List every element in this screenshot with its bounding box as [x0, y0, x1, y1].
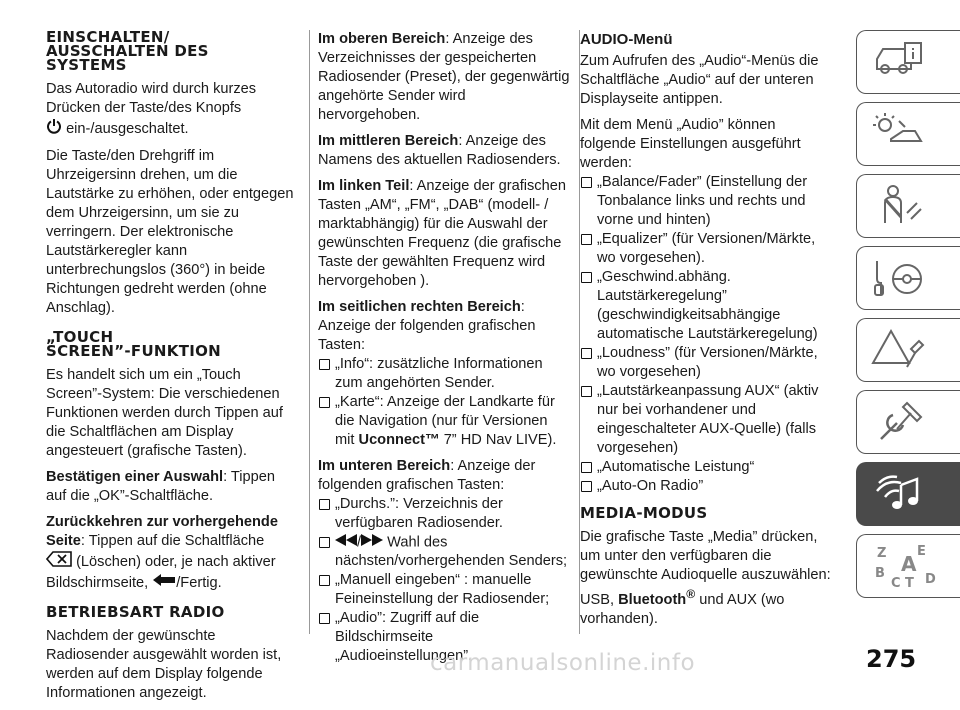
- car-info-icon: [871, 39, 927, 83]
- paragraph: Nachdem der gewünschte Radiosender ausgewählt worden ist, werden auf dem Display folgende Informationen angezeigt.: [46, 628, 282, 701]
- heading-audio-menu: AUDIO-Menü: [580, 31, 673, 48]
- list-item: „Automatische Leistung“: [580, 458, 832, 477]
- next-icon: [361, 533, 383, 552]
- list-item: „Loudness” (für Versionen/Märkte, wo vorgesehen): [580, 344, 832, 382]
- backspace-icon: [46, 551, 72, 573]
- column-divider: [309, 30, 310, 634]
- paragraph: Die grafische Taste „Media” drücken, um unter den verfügbaren die gewünschte Audioquelle auszuwählen: USB, Bluetooth® und AUX (wo vorhanden).: [580, 529, 831, 627]
- lights-icon: [871, 111, 927, 155]
- bullet-icon: [581, 177, 592, 188]
- heading-system-on-off: EINSCHALTEN/ AUSSCHALTEN DES SYSTEMS: [46, 28, 209, 74]
- bullet-icon: [319, 397, 330, 408]
- bullet-icon: [319, 359, 330, 370]
- paragraph: Im oberen Bereich: Anzeige des Verzeichnisses der gespeicherten Radiosender (Preset), der gegenwärtig angehörte Sender wird hervorgehoben.: [318, 31, 570, 123]
- bullet-icon: [319, 575, 330, 586]
- paragraph: Im mittleren Bereich: Anzeige des Namens des aktuellen Radiosenders.: [318, 133, 561, 168]
- bullet-icon: [581, 462, 592, 473]
- list-item: „Manuell eingeben“ : manuelle Feineinstellung der Radiosender;: [318, 571, 570, 609]
- index-letter: T: [905, 576, 914, 589]
- list-item: „Balance/Fader” (Einstellung der Tonbalance links und rechts und vorne und hinten): [580, 173, 832, 230]
- list-item: „Geschwind.abhäng. Lautstärkeregelung” (geschwindigkeitsabhängige automatische Lautstärkeregelung): [580, 268, 832, 344]
- bullet-icon: [581, 272, 592, 283]
- tab-maintenance[interactable]: [856, 390, 960, 454]
- tab-warning[interactable]: [856, 318, 960, 382]
- bullet-icon: [581, 234, 592, 245]
- list-item: „Equalizer” (für Versionen/Märkte, wo vorgesehen).: [580, 230, 832, 268]
- column-1: [46, 30, 298, 710]
- heading-radio-mode: BETRIEBSART RADIO: [46, 603, 225, 621]
- tab-multimedia[interactable]: [856, 462, 960, 526]
- paragraph: Mit dem Menü „Audio” können folgende Einstellungen ausgeführt werden:: [580, 117, 801, 171]
- paragraph: Bestätigen einer Auswahl: Tippen auf die „OK”-Schaltfläche.: [46, 469, 276, 504]
- previous-icon: [335, 533, 357, 552]
- wrench-wheel-icon: [871, 255, 927, 299]
- heading-media-mode: MEDIA-MODUS: [580, 504, 708, 522]
- list-item: „Auto-On Radio”: [580, 477, 832, 496]
- bullet-icon: [319, 613, 330, 624]
- index-letter: C: [891, 576, 901, 589]
- list-item: „Lautstärkeanpassung AUX“ (aktiv nur bei vorhandener und eingeschalteter AUX-Quelle) (falls vorgesehen): [580, 382, 832, 458]
- index-letter: D: [925, 572, 936, 587]
- tab-index[interactable]: [856, 534, 960, 598]
- watermark: carmanualsonline.info: [430, 650, 696, 676]
- media-music-icon: [871, 471, 927, 515]
- paragraph: Die Taste/den Drehgriff im Uhrzeigersinn drehen, um die Lautstärke zu erhöhen, oder entgegen dem Uhrzeigersinn, um sie zu verringern. Der elektronische Lautstärkeregler kann unterbrechungslos (360°) in beide Richtungen gedreht werden (ohne Anschlag).: [46, 148, 294, 316]
- tab-car-info[interactable]: [856, 30, 960, 94]
- paragraph: Es handelt sich um ein „Touch Screen”-System: Die verschiedenen Funktionen werden durch Tippen auf die Schaltflächen am Display angesteuert (grafische Tasten).: [46, 367, 283, 459]
- tools-icon: [871, 399, 927, 443]
- chapter-tabs: [856, 30, 960, 606]
- paragraph: Zum Aufrufen des „Audio“-Menüs die Schaltfläche „Audio“ auf der unteren Displayseite antippen.: [580, 53, 819, 107]
- heading-touch-screen: „TOUCH SCREEN”-FUNKTION: [46, 328, 222, 360]
- bullet-icon: [581, 386, 592, 397]
- column-2: [318, 30, 570, 666]
- warning-triangle-icon: [871, 327, 927, 371]
- list-item: „Audio”: Zugriff auf die Bildschirmseite „Audioeinstellungen”.: [318, 609, 570, 666]
- index-letter: A: [901, 552, 917, 576]
- index-letter: E: [917, 544, 926, 559]
- bullet-icon: [319, 537, 330, 548]
- list-item: „Durchs.”: Verzeichnis der verfügbaren Radiosender.: [318, 495, 570, 533]
- bullet-icon: [319, 499, 330, 510]
- paragraph: Zurückkehren zur vorhergehende Seite: Tippen auf die Schaltfläche (Löschen) oder, je nach aktiver Bildschirmseite, /Fertig.: [46, 513, 298, 593]
- paragraph: Im linken Teil: Anzeige der grafischen Tasten „AM“, „FM“, „DAB“ (modell- / marktabhängig) für die Auswahl der gewünschten Frequenz (die grafische Taste der gewählten Frequenz wird hervorgehoben ).: [318, 178, 566, 289]
- index-letter: B: [875, 566, 885, 581]
- tab-lights[interactable]: [856, 102, 960, 166]
- paragraph: Im unteren Bereich: Anzeige der folgenden grafischen Tasten:: [318, 458, 536, 493]
- bullet-icon: [581, 481, 592, 492]
- seat-belt-icon: [871, 183, 927, 227]
- paragraph: Im seitlichen rechten Bereich: Anzeige der folgenden grafischen Tasten:: [318, 299, 536, 353]
- bullet-icon: [581, 348, 592, 359]
- page-number: 275: [866, 645, 917, 673]
- back-arrow-icon: [152, 573, 176, 593]
- list-item: „Karte“: Anzeige der Landkarte für die Navigation (nur für Versionen mit Uconnect™ 7” HD Nav LIVE).: [318, 393, 570, 450]
- column-3: [580, 30, 832, 636]
- list-item: „Info“: zusätzliche Informationen zum angehörten Sender.: [318, 355, 570, 393]
- index-letter: Z: [877, 546, 887, 561]
- power-icon: [46, 118, 62, 140]
- list-item: / Wahl des nächsten/vorhergehenden Senders;: [318, 533, 570, 571]
- tab-driving[interactable]: [856, 246, 960, 310]
- paragraph: Das Autoradio wird durch kurzes Drücken der Taste/des Knopfs ein-/ausgeschaltet.: [46, 80, 298, 140]
- index-letters-icon: [871, 543, 941, 589]
- tab-seat-belt[interactable]: [856, 174, 960, 238]
